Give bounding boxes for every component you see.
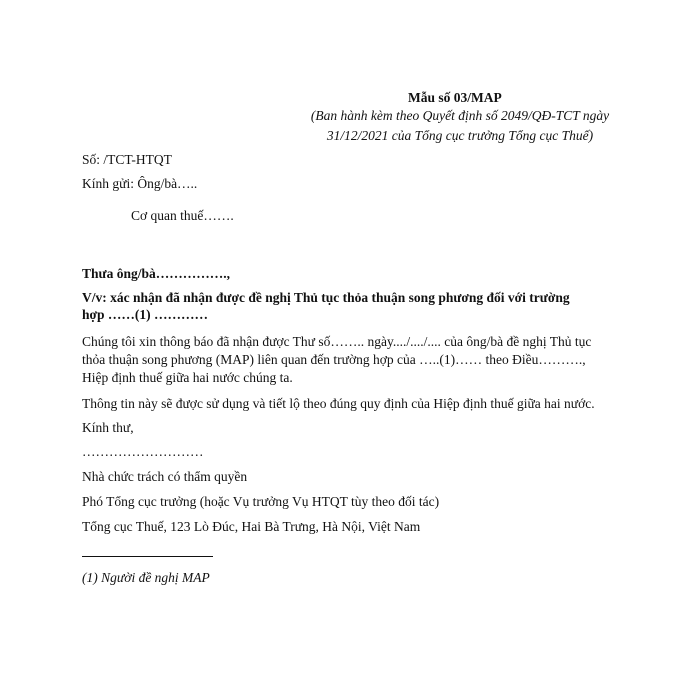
footnote: (1) Người đề nghị MAP — [82, 570, 210, 585]
salutation: Thưa ông/bà……………., — [82, 266, 231, 281]
signature-dots: ……………………… — [82, 444, 204, 459]
form-number: Mẫu số 03/MAP — [408, 90, 502, 105]
address: Tổng cục Thuế, 123 Lò Đúc, Hai Bà Trưng, Hà Nội, Việt Nam — [82, 519, 421, 534]
body-paragraph-1-line-1: Chúng tôi xin thông báo đã nhận được Thư số…….. ngày..../..../.... của ông/bà đề nghị Thủ tục — [82, 334, 592, 349]
subject-line-2: hợp ……(1) ………… — [82, 307, 208, 322]
footnote-separator — [82, 556, 213, 557]
body-paragraph-2: Thông tin này sẽ được sử dụng và tiết lộ theo đúng quy định của Hiệp định thuế giữa hai nước. — [82, 396, 595, 411]
closing: Kính thư, — [82, 420, 134, 435]
authority: Nhà chức trách có thẩm quyền — [82, 469, 248, 484]
tax-office: Cơ quan thuế……. — [131, 208, 234, 223]
addressee: Kính gửi: Ông/bà….. — [82, 176, 198, 191]
body-paragraph-1-line-3: Hiệp định thuế giữa hai nước chúng ta. — [82, 370, 293, 385]
issued-note-line-2: 31/12/2021 của Tổng cục trưởng Tổng cục Thuế) — [326, 128, 594, 143]
document-number: Số: /TCT-HTQT — [82, 152, 172, 167]
issued-note-line-1: (Ban hành kèm theo Quyết định số 2049/QĐ-TCT ngày — [310, 108, 610, 123]
subject-line-1: V/v: xác nhận đã nhận được đề nghị Thủ tục thỏa thuận song phương đối với trường — [82, 290, 570, 305]
body-paragraph-1-line-2: thỏa thuận song phương (MAP) liên quan đến trường hợp của …..(1)…… theo Điều………., — [82, 352, 586, 367]
position: Phó Tổng cục trưởng (hoặc Vụ trưởng Vụ HTQT tùy theo đối tác) — [82, 494, 440, 509]
